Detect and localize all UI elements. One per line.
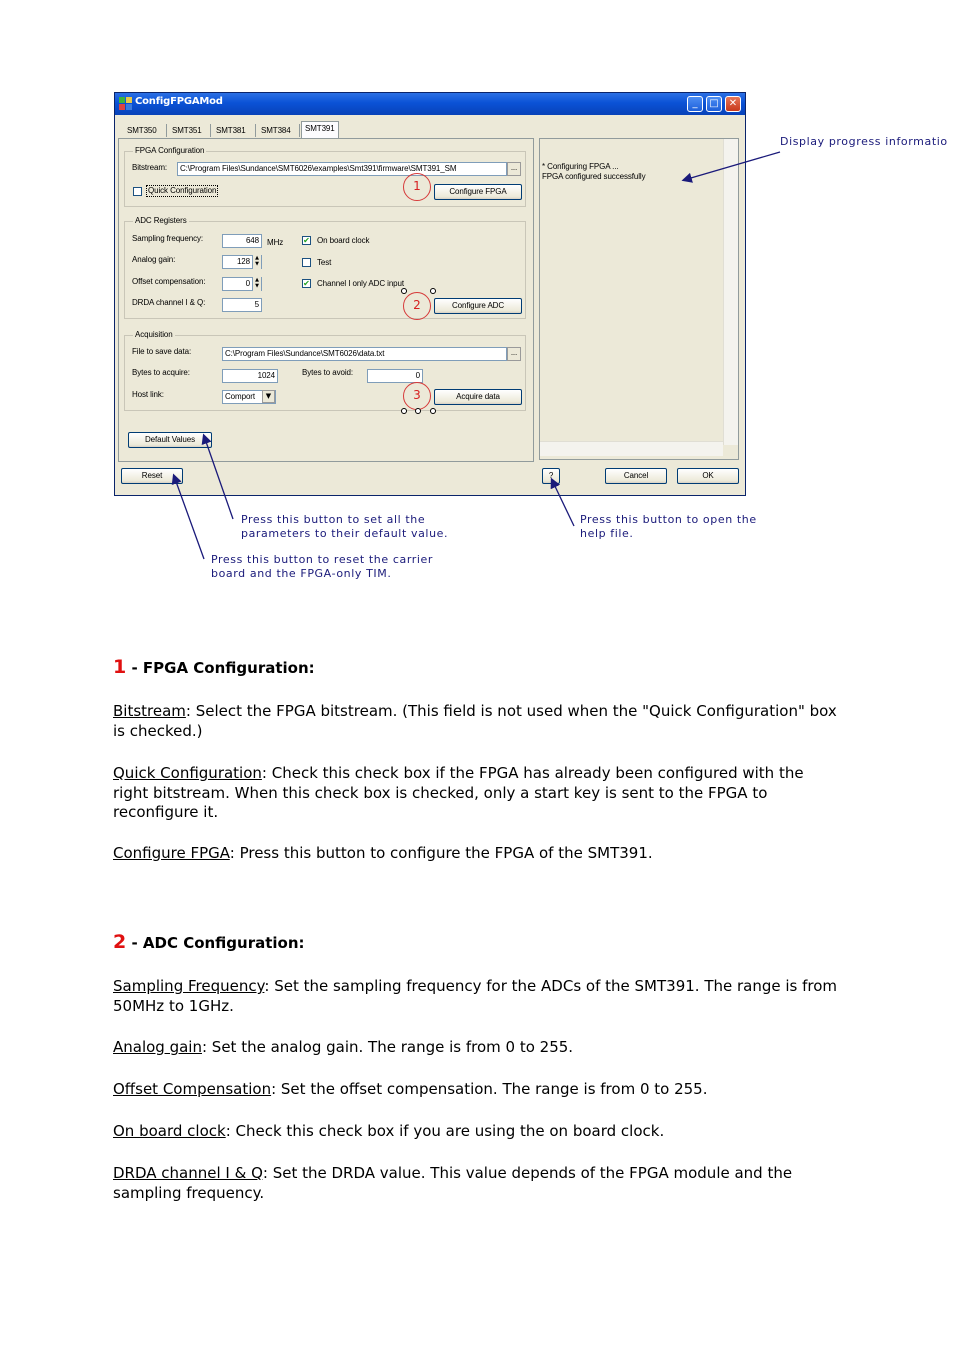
annotation-line: Press this button to set all the xyxy=(241,513,426,526)
bytes-to-avoid-field[interactable]: 0 xyxy=(367,369,423,383)
close-icon: ✕ xyxy=(728,98,738,109)
progress-annotation: Display progress informatio xyxy=(780,135,948,148)
bytes-to-avoid-label: Bytes to avoid: xyxy=(302,368,353,377)
minimize-icon: _ xyxy=(692,98,698,109)
spin-down-icon: ▼ xyxy=(255,261,259,267)
bitstream-browse-button[interactable]: ... xyxy=(507,162,521,176)
annotation-line: parameters to their default value. xyxy=(241,527,449,540)
offset-compensation-paragraph xyxy=(113,1080,843,1100)
section-number: 2 xyxy=(113,931,127,953)
acquire-data-button[interactable]: Acquire data xyxy=(434,389,522,405)
bitstream-label: Bitstream: xyxy=(132,163,168,172)
description: : Set the DRDA value. This value depends of the FPGA module and the sampling frequency. xyxy=(113,1164,793,1202)
annotation-arrows xyxy=(0,0,954,600)
term: On board clock xyxy=(113,1122,226,1140)
term: Sampling Frequency xyxy=(113,977,265,995)
default-arrow xyxy=(204,436,233,519)
spin-down-icon: ▼ xyxy=(255,283,259,289)
offset-compensation-label: Offset compensation: xyxy=(132,277,206,286)
default-annotation xyxy=(241,513,448,541)
description: : Press this button to configure the FPGA of the SMT391. xyxy=(229,844,653,862)
tab-smt384[interactable]: SMT384 xyxy=(261,126,291,135)
quick-config-label: Quick Configuration xyxy=(148,186,217,195)
spin-up-icon: ▲ xyxy=(255,255,259,261)
progress-arrow xyxy=(684,152,780,180)
dropdown-arrow-icon[interactable]: ▼ xyxy=(262,390,275,403)
file-browse-button[interactable]: ... xyxy=(507,347,521,361)
term: Bitstream xyxy=(113,702,186,720)
analog-gain-label: Analog gain: xyxy=(132,255,176,264)
description: : Check this check box if you are using the on board clock. xyxy=(225,1122,665,1140)
onboard-clock-paragraph xyxy=(113,1122,843,1142)
quick-config-paragraph xyxy=(113,764,843,823)
analog-gain-paragraph xyxy=(113,1038,843,1058)
acquisition-group-title: Acquisition xyxy=(135,330,173,339)
help-arrow xyxy=(552,480,574,526)
sampling-frequency-field[interactable]: 648 xyxy=(222,234,262,248)
reset-annotation xyxy=(211,553,433,581)
description: : Set the sampling frequency for the ADCs of the SMT391. The range is from 50MHz to 1GHz. xyxy=(113,977,838,1015)
reset-button[interactable]: Reset xyxy=(121,468,183,484)
drda-paragraph xyxy=(113,1164,843,1203)
progress-line: FPGA configured successfully xyxy=(542,172,646,181)
marker-1: 1 xyxy=(403,173,431,201)
file-to-save-field[interactable]: C:\Program Files\Sundance\SMT6026\data.txt xyxy=(222,347,507,361)
sampling-frequency-label: Sampling frequency: xyxy=(132,234,204,243)
reset-arrow xyxy=(174,476,204,559)
file-to-save-label: File to save data: xyxy=(132,347,192,356)
analog-gain-field[interactable]: 128 xyxy=(222,255,262,269)
drda-label: DRDA channel I & Q: xyxy=(132,298,206,307)
section-title: - FPGA Configuration: xyxy=(126,659,315,677)
section-title: - ADC Configuration: xyxy=(126,934,305,952)
bytes-to-acquire-field[interactable]: 1024 xyxy=(222,369,278,383)
maximize-icon: □ xyxy=(709,98,719,109)
term: Configure FPGA xyxy=(113,844,230,862)
description: : Select the FPGA bitstream. (This field is not used when the "Quick Configuration" box is checked.) xyxy=(113,702,837,740)
term: Offset Compensation xyxy=(113,1080,272,1098)
tab-smt350[interactable]: SMT350 xyxy=(127,126,157,135)
tab-smt351[interactable]: SMT351 xyxy=(172,126,202,135)
progress-line: * Configuring FPGA ... xyxy=(542,162,619,171)
marker-2: 2 xyxy=(403,292,431,320)
description: : Check this check box if the FPGA has already been configured with the right bitstream. When this check box is checked, only a start key is sent to the FPGA to reconfigure it. xyxy=(113,764,804,821)
configure-adc-button[interactable]: Configure ADC xyxy=(434,298,522,314)
term: Analog gain xyxy=(113,1038,202,1056)
section-number: 1 xyxy=(113,656,127,678)
help-annotation xyxy=(580,513,757,541)
annotation-line: Press this button to reset the carrier xyxy=(211,553,434,566)
window-title: ConfigFPGAMod xyxy=(135,96,223,107)
host-link-select[interactable]: Comport xyxy=(222,390,276,404)
onboard-clock-label: On board clock xyxy=(317,236,370,245)
fpga-group-title: FPGA Configuration xyxy=(135,146,205,155)
offset-compensation-field[interactable]: 0 xyxy=(222,277,262,291)
marker-3: 3 xyxy=(403,382,431,410)
checkmark-icon: ✔ xyxy=(303,279,310,288)
tab-smt381[interactable]: SMT381 xyxy=(216,126,246,135)
host-link-label: Host link: xyxy=(132,390,164,399)
checkmark-icon: ✔ xyxy=(303,236,310,245)
section-1-heading xyxy=(113,656,315,678)
section-2-heading xyxy=(113,931,305,953)
configure-fpga-button[interactable]: Configure FPGA xyxy=(434,184,522,200)
drda-field[interactable]: 5 xyxy=(222,298,262,312)
annotation-line: board and the FPGA-only TIM. xyxy=(211,567,392,580)
default-values-button[interactable]: Default Values xyxy=(128,432,212,448)
bitstream-paragraph xyxy=(113,702,843,741)
mhz-unit: MHz xyxy=(267,238,284,247)
sampling-frequency-paragraph xyxy=(113,977,843,1016)
bytes-to-acquire-label: Bytes to acquire: xyxy=(132,368,190,377)
help-button[interactable]: ? xyxy=(542,468,560,484)
description: : Set the analog gain. The range is from 0 to 255. xyxy=(201,1038,574,1056)
annotation-line: help file. xyxy=(580,527,634,540)
ok-button[interactable]: OK xyxy=(677,468,739,484)
term: DRDA channel I & Q xyxy=(113,1164,263,1182)
test-label: Test xyxy=(317,258,332,267)
adc-group-title: ADC Registers xyxy=(135,216,187,225)
bitstream-field[interactable]: C:\Program Files\Sundance\SMT6026\examples\Smt391\firmware\SMT391_SM xyxy=(177,162,507,176)
cancel-button[interactable]: Cancel xyxy=(605,468,667,484)
channel-i-only-label: Channel I only ADC input xyxy=(317,279,404,288)
annotation-line: Press this button to open the xyxy=(580,513,757,526)
term: Quick Configuration xyxy=(113,764,262,782)
configure-fpga-paragraph xyxy=(113,844,843,864)
description: : Set the offset compensation. The range is from 0 to 255. xyxy=(271,1080,708,1098)
tab-smt391[interactable]: SMT391 xyxy=(301,121,339,139)
spin-up-icon: ▲ xyxy=(255,277,259,283)
